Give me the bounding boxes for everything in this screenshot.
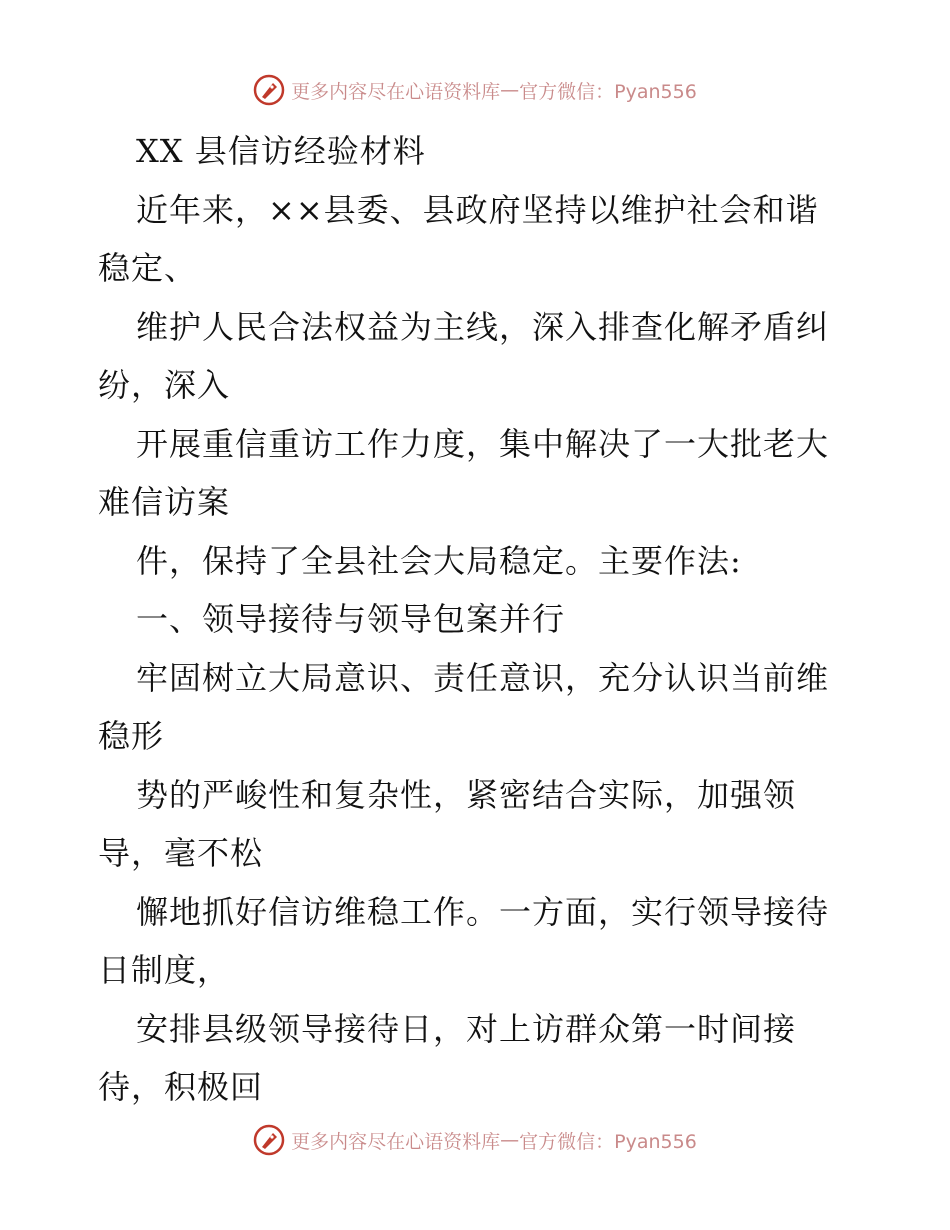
paragraph-line: 势的严峻性和复杂性，紧密结合实际，加强领 [136, 775, 797, 814]
pen-nib-logo-icon [253, 74, 285, 106]
paragraph-line: 件，保持了全县社会大局稳定。主要作法: [136, 541, 742, 580]
paragraph-line: 稳形 [98, 717, 165, 755]
footer-wechat-text: 官方微信：Pyan556 [519, 1130, 697, 1153]
paragraph-line: 牢固树立大局意识、责任意识，充分认识当前维 [136, 658, 830, 697]
paragraph-line: 待，积极回 [98, 1068, 264, 1106]
section-heading: 一、领导接待与领导包案并行 [136, 600, 566, 638]
paragraph-line: 安排县级领导接待日，对上访群众第一时间接 [136, 1009, 797, 1048]
document-title: XX 县信访经验材料 [136, 132, 426, 170]
paragraph-line: 懈地抓好信访维稳工作。一方面，实行领导接待 [136, 892, 830, 931]
paragraph-line: 日制度， [98, 951, 231, 989]
pen-nib-logo-icon [253, 1124, 285, 1156]
footer-site-text: 更多内容尽在心语资料库 [291, 1130, 501, 1153]
document-body [98, 122, 858, 1117]
header-wechat-text: 官方微信：Pyan556 [519, 80, 697, 103]
footer-banner [0, 1120, 950, 1160]
paragraph-line: 稳定、 [98, 249, 198, 287]
header-separator: — [500, 79, 520, 101]
paragraph-line: 维护人民合法权益为主线，深入排查化解矛盾纠 [136, 307, 830, 346]
paragraph-line: 导，毫不松 [98, 834, 264, 872]
header-site-text: 更多内容尽在心语资料库 [291, 80, 501, 103]
paragraph-line: 近年来，××县委、县政府坚持以维护社会和谐 [136, 190, 819, 229]
paragraph-line: 开展重信重访工作力度，集中解决了一大批老大 [136, 424, 830, 463]
header-banner [0, 70, 950, 110]
paragraph-line: 纷，深入 [98, 366, 231, 404]
footer-separator: — [500, 1129, 520, 1151]
paragraph-line: 难信访案 [98, 483, 231, 521]
